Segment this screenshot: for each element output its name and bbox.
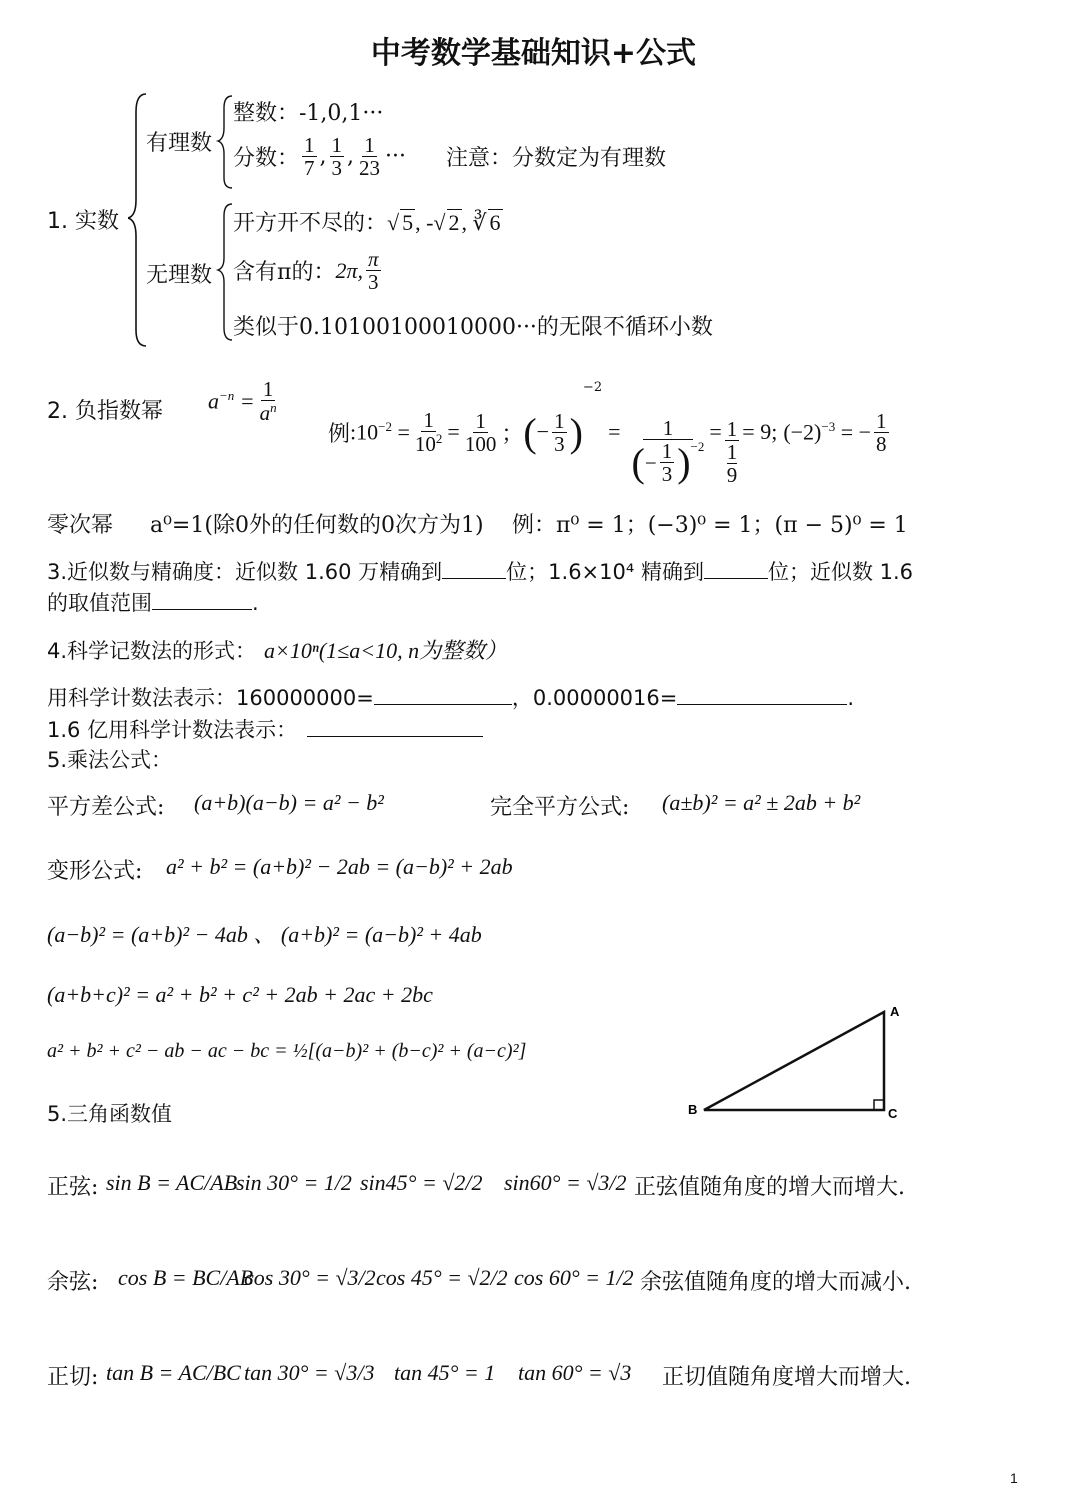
tangent-45: tan 45° = 1 xyxy=(394,1360,496,1385)
pi-values: 2π, xyxy=(335,257,363,283)
tangent-def: tan B = AC/BC xyxy=(106,1360,241,1385)
sec3-text-a: 3.近似数与精确度：近似数 1.60 万精确到 xyxy=(47,560,443,584)
cosine-30: cos 30° = √3/2 xyxy=(244,1265,376,1290)
formula-f4: (a+b+c)² = a² + b² + c² + 2ab + 2ac + 2bc xyxy=(47,982,433,1007)
sine-45: sin45° = √2/2 xyxy=(360,1170,483,1195)
sec4-q3-row xyxy=(47,714,483,744)
surds-row xyxy=(233,206,503,237)
formula-f3: (a−b)² = (a+b)² − 4ab 、 (a+b)² = (a−b)² + 4ab xyxy=(47,922,482,947)
surds-values: √ 5, -√ 2, ∛ 6 xyxy=(387,210,501,235)
zero-power-example: 例：π⁰ = 1；(−3)⁰ = 1；(π − 5)⁰ = 1 xyxy=(512,513,908,538)
sine-label: 正弦: xyxy=(47,1175,99,1200)
fraction-note: 注意：分数定为有理数 xyxy=(446,146,667,172)
sec1-label: 1. 实数 xyxy=(47,209,119,234)
cosine-60: cos 60° = 1/2 xyxy=(514,1265,634,1290)
diff-squares-label: 平方差公式: xyxy=(47,795,165,820)
cosine-label: 余弦: xyxy=(47,1270,99,1295)
fractions-label: 分数： xyxy=(233,146,300,172)
sec2-label: 2. 负指数幂 xyxy=(47,399,163,424)
sec3-text-d: 的取值范围 xyxy=(47,591,152,615)
sine-60: sin60° = √3/2 xyxy=(504,1170,627,1195)
fraction-1-7: $\frac{1}{7}$ xyxy=(304,133,315,181)
blank-3[interactable] xyxy=(152,609,252,610)
sec3-line1 xyxy=(47,556,913,586)
transform-label: 变形公式: xyxy=(47,859,143,884)
tangent-label: 正切: xyxy=(47,1365,99,1390)
sec4-q2: ，0.00000016= xyxy=(511,686,678,710)
sine-30: sin 30° = 1/2 xyxy=(236,1170,352,1195)
vertex-b-label: B xyxy=(688,1102,698,1117)
neg-exp-formula: $a^{-n}$ = $\frac{1}{a^n}$ xyxy=(208,377,277,426)
integers-text: 整数：-1,0,1··· xyxy=(233,101,384,126)
tangent-30: tan 30° = √3/3 xyxy=(244,1360,375,1385)
irrational-label: 无理数 xyxy=(146,263,213,288)
blank-5[interactable] xyxy=(677,704,847,705)
sec4-row xyxy=(47,634,507,665)
blank-2[interactable] xyxy=(704,578,768,579)
sec3-text-c: 位；近似数 1.6 xyxy=(767,560,914,584)
transform-formula: a² + b² = (a+b)² − 2ab = (a−b)² + 2ab xyxy=(166,854,513,879)
fraction-1-3: $\frac{1}{3}$ xyxy=(331,133,343,181)
zero-power-text: a⁰=1(除0外的任何数的0次方为1) xyxy=(150,513,484,538)
zero-power-label: 零次幂 xyxy=(47,513,114,538)
sine-def: sin B = AC/AB xyxy=(106,1170,238,1195)
cosine-note: 余弦值随角度的增大而减小. xyxy=(640,1270,911,1295)
trig-label: 5.三角函数值 xyxy=(47,1102,173,1126)
surds-label: 开方开不尽的： xyxy=(233,211,388,236)
page-number: 1 xyxy=(1010,1470,1018,1486)
sec5-label: 5.乘法公式： xyxy=(47,748,173,772)
sci-notation-formula: a×10ⁿ(1≤a<10, n为整数） xyxy=(264,638,508,663)
fractions-row: 分数： $\frac{1}{7}$ , $\frac{1}{3}$ , $\frac{1}{23}$ ··· 注意：分数定为有理数 xyxy=(233,133,667,181)
page-title: 中考数学基础知识+公式 xyxy=(370,36,697,71)
right-triangle-diagram xyxy=(684,1000,914,1124)
diff-squares-formula: (a+b)(a−b) = a² − b² xyxy=(194,790,384,815)
perfect-square-label: 完全平方公式: xyxy=(490,795,630,820)
fraction-1-23: $\frac{1}{23}$ xyxy=(359,133,381,181)
sec3-text-b: 位；1.6×10⁴ 精确到 xyxy=(506,560,704,584)
rational-label: 有理数 xyxy=(146,131,213,156)
pi-label: 含有π的： xyxy=(233,260,336,286)
tangent-note: 正切值随角度增大而增大. xyxy=(662,1365,911,1390)
sec4-q1: 用科学计数法表示：160000000= xyxy=(47,686,374,710)
vertex-c-label: C xyxy=(888,1106,898,1121)
neg-exp-example: 例 $:10^{-2}$ = $\frac{1}{10^2}$ = $\frac{1}{100}$ ； ( − $\frac{1}{3}$ ) −2 = 1 ( − $\frac{1}{3}$ ) $^{-2}$ = 1 1 9 = 9; $(-2)^{-3}$ = − $\frac{1}{8}$ xyxy=(328,380,887,488)
sec4-label: 4.科学记数法的形式： xyxy=(47,639,257,663)
sine-note: 正弦值随角度的增大而增大. xyxy=(634,1175,905,1200)
sec4-q-row: 用科学计数法表示：160000000= ，0.00000016= . xyxy=(47,686,855,710)
tangent-60: tan 60° = √3 xyxy=(518,1360,632,1385)
formula-f5: a² + b² + c² − ab − ac − bc = ½[(a−b)² + (b−c)² + (a−c)²] xyxy=(47,1040,527,1062)
nonrepeating-text: 类似于0.10100100010000···的无限不循环小数 xyxy=(233,315,713,340)
sec4-q3: 1.6 亿用科学计数法表示： xyxy=(47,718,298,742)
blank-1[interactable] xyxy=(442,578,506,579)
vertex-a-label: A xyxy=(890,1004,900,1019)
cosine-def: cos B = BC/AB xyxy=(118,1265,254,1290)
sec3-line2: 的取值范围 . xyxy=(47,591,259,615)
blank-6[interactable] xyxy=(307,736,483,737)
cosine-45: cos 45° = √2/2 xyxy=(376,1265,508,1290)
blank-4[interactable] xyxy=(374,704,512,705)
fractions-tail: ··· xyxy=(385,144,406,170)
perfect-square-formula: (a±b)² = a² ± 2ab + b² xyxy=(662,790,861,815)
pi-row xyxy=(233,248,384,293)
fraction-pi-3: $\frac{\pi}{3}$ xyxy=(368,247,379,295)
